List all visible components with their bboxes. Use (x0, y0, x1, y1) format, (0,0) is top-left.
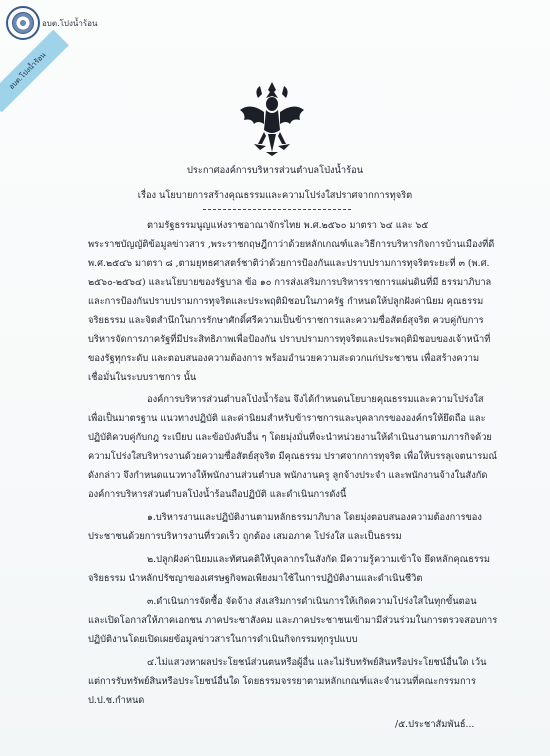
body-line: จริยธรรม นำหลักปรัชญาของเศรษฐกิจพอเพียงมาใช้ในการปฏิบัติงานและดำเนินชีวิต (88, 573, 423, 584)
policy-item-2: ๒.ปลูกฝังค่านิยมและทัศนคติให้บุคลากรในสังกัด มีความรู้ความเข้าใจ ยึดหลักคุณธรรม (147, 554, 491, 565)
body-line: บริหารจัดการภาครัฐที่มีประสิทธิภาพเพื่อป้องกัน ปราบปรามการทุจริตและประพฤติมิชอบของเจ้าหน้าที่ (88, 334, 491, 345)
body-line: องค์การบริหารส่วนตำบลโป่งน้ำร้อนถือปฏิบัติ และดำเนินการดังนี้ (88, 489, 347, 500)
body-line: และการป้องกันปราบปรามการทุจริตและประพฤติมิชอบในภาครัฐ กำหนดให้ปลูกฝังค่านิยม คุณธรรม (88, 296, 484, 307)
corner-tab (0, 30, 69, 113)
body-line: จริยธรรม และจิตสำนึกในการรักษาศักดิ์ศรีความเป็นข้าราชการและความซื่อสัตย์สุจริต ควบคู่กับการ (88, 315, 484, 326)
body-line: และเปิดโอกาสให้ภาคเอกชน ภาคประชาสังคม และภาคประชาชนเข้ามามีส่วนร่วมในการตรวจสอบการ (88, 615, 498, 626)
body-line: ความโปร่งใสบริหารงานด้วยความซื่อสัตย์สุจริต มีคุณธรรม ปราศจากการทุจริต เพื่อให้บรรลุเจตนารมณ์ (88, 451, 497, 462)
organization-seal-icon (6, 6, 40, 40)
body-line: ประชาชนด้วยการบริหารงานที่รวดเร็ว ถูกต้อง เสมอภาค โปร่งใส และเป็นธรรม (88, 531, 402, 542)
body-line: ของรัฐทุกระดับ และตอบสนองความต้องการ พร้อมอำนวยความสะดวกแก่ประชาชน เพื่อสร้างความ (88, 353, 480, 364)
body-line: แต่การรับทรัพย์สินหรือประโยชน์อื่นใด โดยธรรมจรรยาตามหลักเกณฑ์และจำนวนที่คณะกรรมการ (88, 676, 476, 687)
body-line: ปฏิบัติงานโดยเปิดเผยข้อมูลข่าวสารในการดำเนินกิจกรรมทุกรูปแบบ (88, 634, 358, 645)
document-title: ประกาศองค์การบริหารส่วนตำบลโป่งน้ำร้อน (186, 165, 364, 176)
document-subject: เรื่อง นโยบายการสร้างคุณธรรมและความโปร่งใสปราศจากการทุจริต (137, 190, 413, 201)
policy-item-4: ๔.ไม่แสวงหาผลประโยชน์ส่วนตนหรือผู้อื่น และไม่รับทรัพย์สินหรือประโยชน์อื่นใด เว้น (147, 657, 487, 668)
organization-logo-text: อบต.โปงน้ำร้อน (42, 19, 98, 28)
body-line: เพื่อเป็นมาตรฐาน แนวทางปฏิบัติ และค่านิยมสำหรับข้าราชการและบุคลากรขององค์กรให้ยึดถือ และ (88, 413, 486, 424)
body-line: ป.ป.ช.กำหนด (88, 695, 145, 706)
policy-item-1: ๑.บริหารงานและปฏิบัติงานตามหลักธรรมาภิบาล โดยมุ่งตอบสนองความต้องการของ (147, 512, 482, 523)
body-line: ปฏิบัติควบคู่กับกฎ ระเบียบ และข้อบังคับอื่น ๆ โดยมุ่งมั่นที่จะนำหน่วยงานให้ดำเนินงานตามภารกิจด้วย (88, 432, 492, 443)
body-line: พ.ศ.๒๕๔๖ มาตรา ๘ ,ตามยุทธศาสตร์ชาติว่าด้วยการป้องกันและปราบปรามการทุจริตระยะที่ ๓ (พ.ศ. (88, 258, 490, 269)
garuda-emblem-icon (236, 80, 308, 158)
policy-item-3: ๓.ดำเนินการจัดซื้อ จัดจ้าง ส่งเสริมการดำเนินการให้เกิดความโปร่งใสในทุกขั้นตอน (147, 596, 477, 607)
body-line: ดังกล่าว จึงกำหนดแนวทางให้พนักงานส่วนตำบล พนักงานครู ลูกจ้างประจำ และพนักงานจ้างในสังกัด (88, 470, 488, 481)
body-line: ๒๕๖๐-๒๕๖๔) และนโยบายของรัฐบาล ข้อ ๑๐ การส่งเสริมการบริหารราชการแผ่นดินที่มี ธรรมาภิบาล (88, 277, 492, 288)
body-line: องค์การบริหารส่วนตำบลโป่งน้ำร้อน จึงได้กำหนดนโยบายคุณธรรมและความโปร่งใส (147, 394, 484, 405)
body-line: เชื่อมั่นในระบบราชการ นั้น (88, 372, 197, 383)
continuation-note: /๕.ประชาสัมพันธ์... (395, 719, 475, 730)
corner-tab-label: อบต.โปงน้ำร้อน (7, 50, 48, 91)
separator-line (203, 209, 351, 210)
body-line: พระราชบัญญัติข้อมูลข่าวสาร ,พระราชกฤษฎีกาว่าด้วยหลักเกณฑ์และวิธีการบริหารกิจการบ้านเมืองที่ดี (88, 239, 495, 250)
body-line: ตามรัฐธรรมนูญแห่งราชอาณาจักรไทย พ.ศ.๒๕๖๐ มาตรา ๖๔ และ ๖๕ (147, 220, 429, 231)
